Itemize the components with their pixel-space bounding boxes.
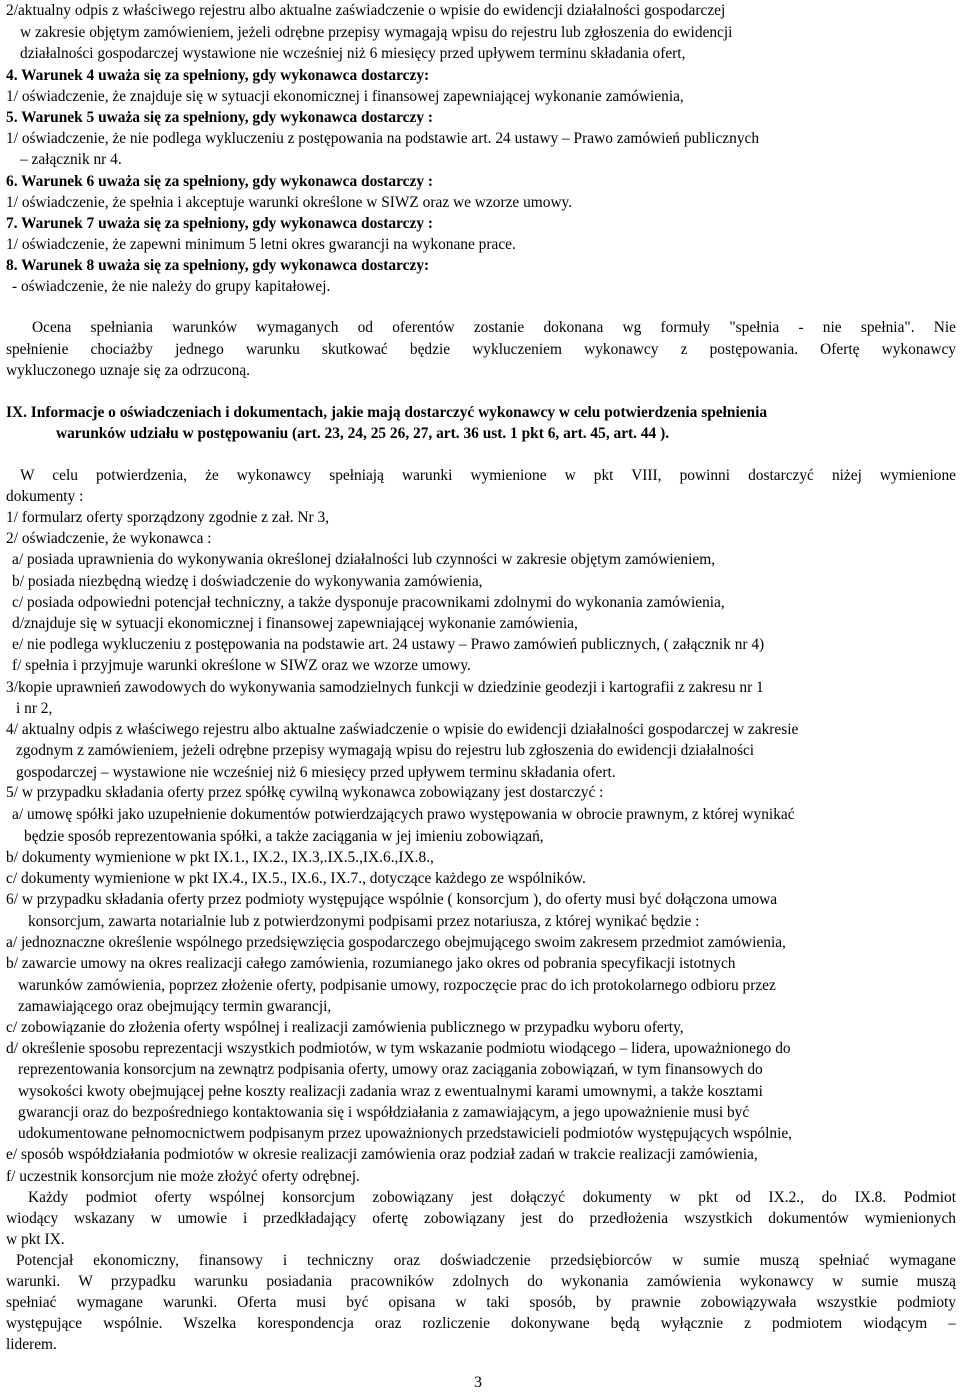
text-line: – załącznik nr 4. — [20, 151, 122, 168]
section-heading-line: warunków udziału w postępowaniu (art. 23, 24, 25 26, 27, art. 36 ust. 1 pkt 6, art. 45, art. 44 ). — [56, 425, 670, 442]
text-line: warunków zamówienia, poprzez złożenie oferty, podpisanie umowy, rozpoczęcie prac do ich protokolarnego odbioru przez — [18, 977, 776, 994]
text-line: występujące wspólnie. Wszelka korespondencja oraz rozliczenie dokonywane będą wyłącznie z podmiotem wiodącym – — [6, 1315, 956, 1332]
text-line: 1/ oświadczenie, że zapewni minimum 5 letni okres gwarancji na wykonane prace. — [6, 236, 516, 253]
text-line: c/ zobowiązanie do złożenia oferty wspólnej i realizacji zamówienia publicznego w przypadku wyboru oferty, — [6, 1019, 684, 1036]
text-line: wiodący wskazany w umowie i przedkładający ofertę zobowiązany jest do przedłożenia wszystkich dokumentów wymienionych — [6, 1210, 956, 1227]
text-line: b/ dokumenty wymienione w pkt IX.1., IX.2., IX.3,.IX.5.,IX.6.,IX.8., — [6, 849, 434, 866]
text-line: będzie sposób reprezentowania spółki, a także zaciągania w jej imieniu zobowiązań, — [24, 828, 544, 845]
text-line: f/ uczestnik konsorcjum nie może złożyć oferty odrębnej. — [6, 1168, 360, 1185]
text-line: 1/ oświadczenie, że znajduje się w sytuacji ekonomicznej i finansowej zapewniającej wykonanie zamówienia, — [6, 88, 684, 105]
text-line: zamawiającego oraz obejmujący termin gwarancji, — [18, 998, 332, 1015]
text-line: udokumentowane pełnomocnictwem podpisanym przez upoważnionych przedstawicieli podmiotów występujących wspólnie, — [18, 1125, 793, 1142]
text-line: a/ umowę spółki jako uzupełnienie dokumentów potwierdzających prawo występowania w obrocie prawnym, z której wynikać — [12, 806, 795, 823]
text-line: Ocena spełniania warunków wymaganych od oferentów zostanie dokonana wg formuły "spełnia - nie spełnia". Nie — [32, 319, 956, 336]
text-line: w zakresie objętym zamówieniem, jeżeli odrębne przepisy wymagają wpisu do rejestru lub zgłoszenia do ewidencji — [20, 24, 733, 41]
text-line: i nr 2, — [16, 700, 53, 717]
text-line: zgodnym z zamówieniem, jeżeli odrębne przepisy wymagają wpisu do rejestru lub zgłoszenia do ewidencji działalności — [16, 742, 755, 759]
text-line: reprezentowania konsorcjum na zewnątrz podpisania oferty, umowy oraz zaciągania zobowiązań, w tym finansowych do — [18, 1061, 763, 1078]
text-line: 2/aktualny odpis z właściwego rejestru albo aktualne zaświadczenie o wpisie do ewidencji działalności gospodarczej — [6, 2, 726, 19]
section-heading-line: 4. Warunek 4 uważa się za spełniony, gdy wykonawca dostarczy: — [6, 67, 430, 84]
text-line: działalności gospodarczej wystawione nie wcześniej niż 6 miesięcy przed upływem terminu składania ofert, — [20, 45, 686, 62]
section-heading-line: 7. Warunek 7 uważa się za spełniony, gdy wykonawca dostarczy : — [6, 215, 433, 232]
text-line: f/ spełnia i przyjmuje warunki określone w SIWZ oraz we wzorze umowy. — [12, 657, 471, 674]
text-line: Potencjał ekonomiczny, finansowy i techniczny oraz doświadczenie przedsiębiorców w sumie muszą spełniać wymagane — [16, 1252, 956, 1269]
text-line: spełnienie chociażby jednego warunku skutkować będzie wykluczeniem wykonawcy z postępowania. Ofertę wykonawcy — [6, 341, 956, 358]
text-line: warunki. W przypadku warunku posiadania pracowników zdolnych do wykonania zamówienia wykonawcy w sumie muszą — [6, 1273, 956, 1290]
section-heading-line: IX. Informacje o oświadczeniach i dokumentach, jakie mają dostarczyć wykonawcy w celu potwierdzenia spełnienia — [6, 404, 768, 421]
text-line: 1/ formularz oferty sporządzony zgodnie z zał. Nr 3, — [6, 509, 330, 526]
text-line: spełniać wymagane warunki. Oferta musi być opisana w taki sposób, by prawnie zobowiązywała wszystkie podmioty — [6, 1294, 956, 1311]
text-line: 1/ oświadczenie, że spełnia i akceptuje warunki określone w SIWZ oraz we wzorze umowy. — [6, 194, 573, 211]
text-line: 2/ oświadczenie, że wykonawca : — [6, 530, 212, 547]
section-heading-line: 8. Warunek 8 uważa się za spełniony, gdy wykonawca dostarczy: — [6, 257, 430, 274]
text-line: d/znajduje się w sytuacji ekonomicznej i finansowej zapewniającej wykonanie zamówienia, — [12, 615, 578, 632]
section-heading-line: 6. Warunek 6 uważa się za spełniony, gdy wykonawca dostarczy : — [6, 173, 433, 190]
text-line: gwarancji oraz do bezpośredniego kontaktowania się i współdziałania z zamawiającym, a jego upoważnienie musi być — [18, 1104, 750, 1121]
text-line: 4/ aktualny odpis z właściwego rejestru albo aktualne zaświadczenie o wpisie do ewidencji działalności gospodarczej w zakresie — [6, 721, 799, 738]
text-line: 6/ w przypadku składania oferty przez podmioty występujące wspólnie ( konsorcjum ), do oferty musi być dołączona umowa — [6, 891, 778, 908]
text-line: a/ jednoznaczne określenie wspólnego przedsięwzięcia gospodarczego obejmującego swoim zakresem przedmiot zamówienia, — [6, 934, 786, 951]
text-line: liderem. — [6, 1336, 57, 1353]
text-line: wysokości kwoty obejmującej pełne koszty realizacji zadania wraz z ewentualnymi karami umownymi, a także kosztami — [18, 1083, 763, 1100]
text-line: d/ określenie sposobu reprezentacji wszystkich podmiotów, w tym wskazanie podmiotu wiodącego – lidera, upoważnionego do — [6, 1040, 791, 1057]
text-line: w pkt IX. — [6, 1231, 65, 1248]
text-line: b/ posiada niezbędną wiedzę i doświadczenie do wykonywania zamówienia, — [12, 573, 483, 590]
text-line: dokumenty : — [6, 488, 84, 505]
text-line: wykluczonego uznaje się za odrzuconą. — [6, 362, 251, 379]
text-line: 5/ w przypadku składania oferty przez spółkę cywilną wykonawca zobowiązany jest dostarczyć : — [6, 784, 604, 801]
text-line: W celu potwierdzenia, że wykonawcy spełniają warunki wymienione w pkt VIII, powinni dostarczyć niżej wymienione — [20, 467, 956, 484]
text-line: a/ posiada uprawnienia do wykonywania określonej działalności lub czynności w zakresie objętym zamówieniem, — [12, 551, 716, 568]
text-line: e/ nie podlega wykluczeniu z postępowania na podstawie art. 24 ustawy – Prawo zamówień publicznych, ( załącznik nr 4) — [12, 636, 765, 653]
text-line: Każdy podmiot oferty wspólnej konsorcjum zobowiązany jest dołączyć dokumenty w pkt od IX.2., do IX.8. Podmiot — [28, 1189, 956, 1206]
section-heading-line: 5. Warunek 5 uważa się za spełniony, gdy wykonawca dostarczy : — [6, 109, 433, 126]
text-line: e/ sposób współdziałania podmiotów w okresie realizacji zamówienia oraz podział zadań w trakcie realizacji zamówienia, — [6, 1146, 758, 1163]
text-line: 3/kopie uprawnień zawodowych do wykonywania samodzielnych funkcji w dziedzinie geodezji i kartografii z zakresu nr 1 — [6, 679, 764, 696]
text-line: gospodarczej – wystawione nie wcześniej niż 6 miesięcy przed upływem terminu składania ofert. — [16, 764, 616, 781]
text-line: 1/ oświadczenie, że nie podlega wykluczeniu z postępowania na podstawie art. 24 ustawy – Prawo zamówień publicznych — [6, 130, 760, 147]
text-line: konsorcjum, zawarta notarialnie lub z potwierdzonymi podpisami przez notariusza, z której wynikać będzie : — [28, 913, 700, 930]
text-line: b/ zawarcie umowy na okres realizacji całego zamówienia, rozumianego jako okres od pobrania specyfikacji istotnych — [6, 955, 736, 972]
text-line: c/ dokumenty wymienione w pkt IX.4., IX.5., IX.6., IX.7., dotyczące każdego ze wspólników. — [6, 870, 586, 887]
page-number: 3 — [474, 1374, 482, 1391]
text-line: c/ posiada odpowiedni potencjał techniczny, a także dysponuje pracownikami zdolnymi do wykonania zamówienia, — [12, 594, 725, 611]
text-line: - oświadczenie, że nie należy do grupy kapitałowej. — [12, 278, 331, 295]
